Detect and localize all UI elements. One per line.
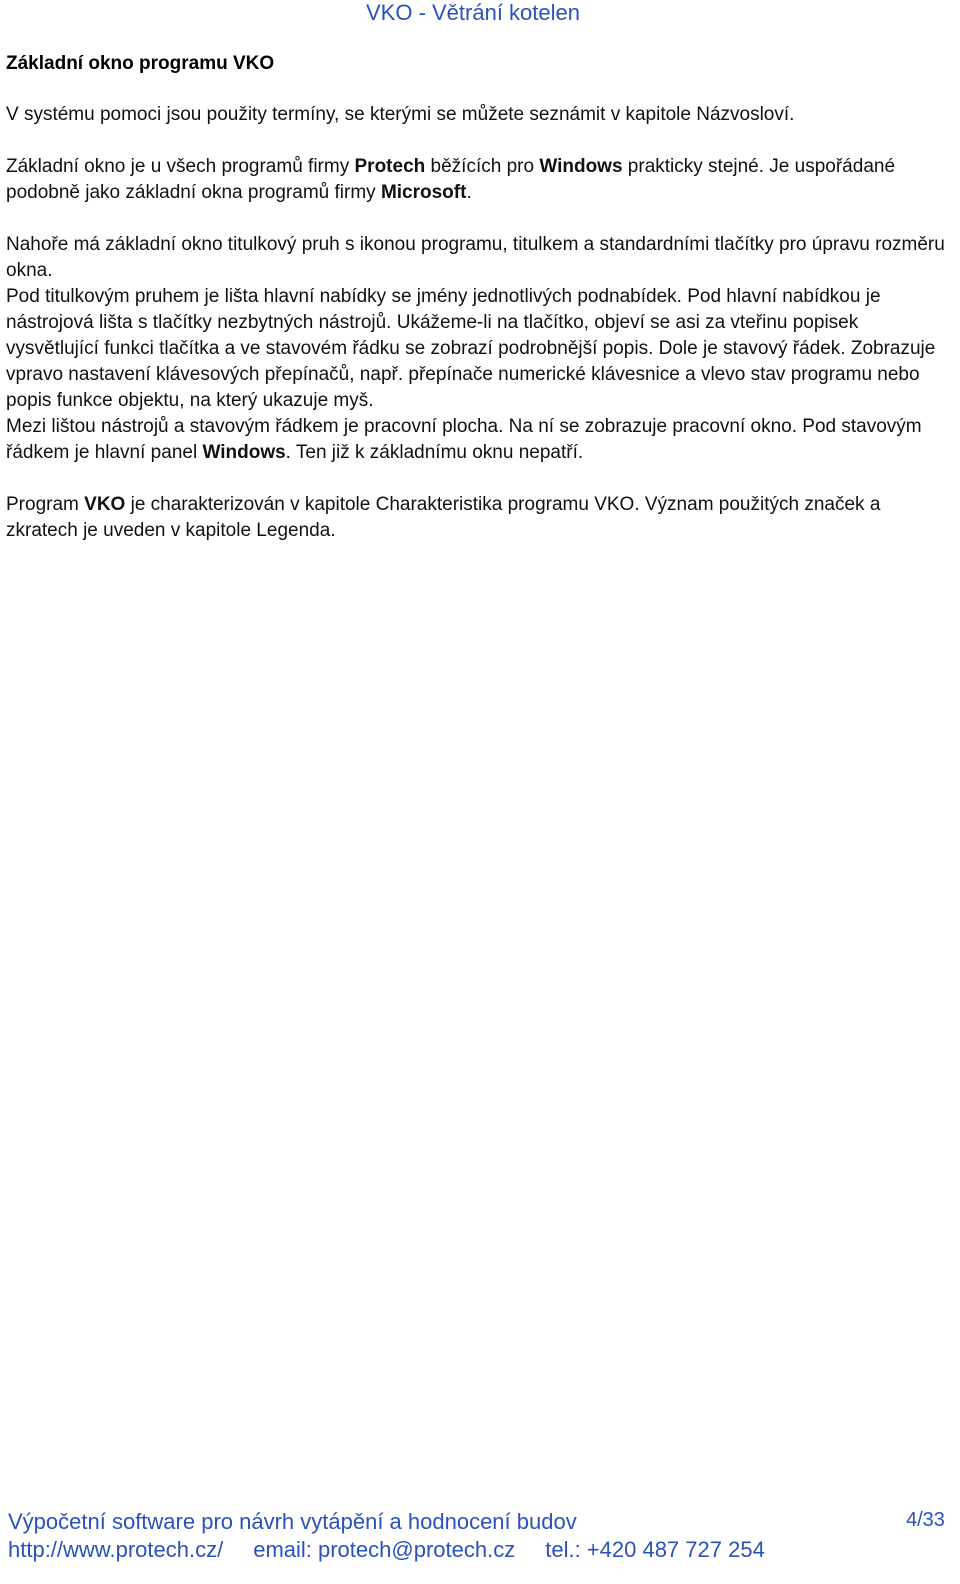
footer-email: email: protech@protech.cz bbox=[253, 1537, 516, 1562]
paragraph-text: Nahoře má základní okno titulkový pruh s ikonou programu, titulkem a standardními tlačítky pro úpravu rozměru okna. bbox=[6, 234, 945, 281]
paragraph-text: Mezi lištou nástrojů a stavovým řádkem je pracovní plocha. Na ní se zobrazuje pracovní okno. Pod stavovým řádkem je hlavní panel bbox=[6, 416, 922, 463]
paragraph-text: . Ten již k základnímu oknu nepatří. bbox=[285, 442, 584, 463]
brand-windows: Windows bbox=[202, 442, 286, 463]
paragraph-text: prakticky stejné. Je uspořádané podobně jako základní okna programů firmy bbox=[6, 156, 896, 203]
brand-windows: Windows bbox=[539, 156, 623, 177]
paragraph-title-bar bbox=[6, 232, 950, 284]
footer-contacts bbox=[8, 1536, 765, 1564]
paragraph-text: V systému pomoci jsou použity termíny, se kterými se můžete seznámit v kapitole Názvosloví. bbox=[6, 104, 795, 125]
footer-website: http://www.protech.cz/ bbox=[8, 1537, 224, 1562]
running-header-title: VKO - Větrání kotelen bbox=[366, 0, 580, 25]
program-name-vko: VKO bbox=[84, 494, 126, 515]
paragraph-program-references bbox=[6, 492, 950, 544]
paragraph-text: běžících pro bbox=[425, 156, 540, 177]
paragraph-workspace bbox=[6, 414, 950, 466]
brand-microsoft: Microsoft bbox=[380, 182, 467, 203]
brand-protech: Protech bbox=[354, 156, 426, 177]
paragraph-terminology bbox=[6, 102, 950, 128]
paragraph-window-overview bbox=[6, 154, 950, 206]
paragraph-text: . bbox=[466, 182, 472, 203]
paragraph-text: Program bbox=[6, 494, 85, 515]
document-body bbox=[6, 102, 950, 570]
footer-phone: tel.: +420 487 727 254 bbox=[545, 1537, 765, 1562]
paragraph-text: Základní okno je u všech programů firmy bbox=[6, 156, 355, 177]
page-title: Základní okno programu VKO bbox=[6, 53, 275, 74]
paragraph-menu-toolbar-status bbox=[6, 284, 950, 414]
paragraph-text: Pod titulkovým pruhem je lišta hlavní nabídky se jmény jednotlivých podnabídek. Pod hlavní nabídkou je nástrojová lišta s tlačítky nezbytných nástrojů. Ukážeme-li na tlačítko, objeví se asi za vteřinu popisek vysvětlující funkci tlačítka a ve stavovém řádku se zobrazí podrobnější popis. Dole je stavový řádek. Zobrazuje vpravo nastavení klávesových přepínačů, např. přepínače numerické klávesnice a vlevo stav programu nebo popis funkce objektu, na který ukazuje myš. bbox=[6, 286, 936, 411]
page-number: 4/33 bbox=[906, 1509, 945, 1531]
paragraph-text: je charakterizován v kapitole Charakteristika programu VKO. Význam použitých značek a zkratech je uveden v kapitole Legenda. bbox=[6, 494, 881, 541]
footer-product-name: Výpočetní software pro návrh vytápění a hodnocení budov bbox=[8, 1509, 577, 1534]
